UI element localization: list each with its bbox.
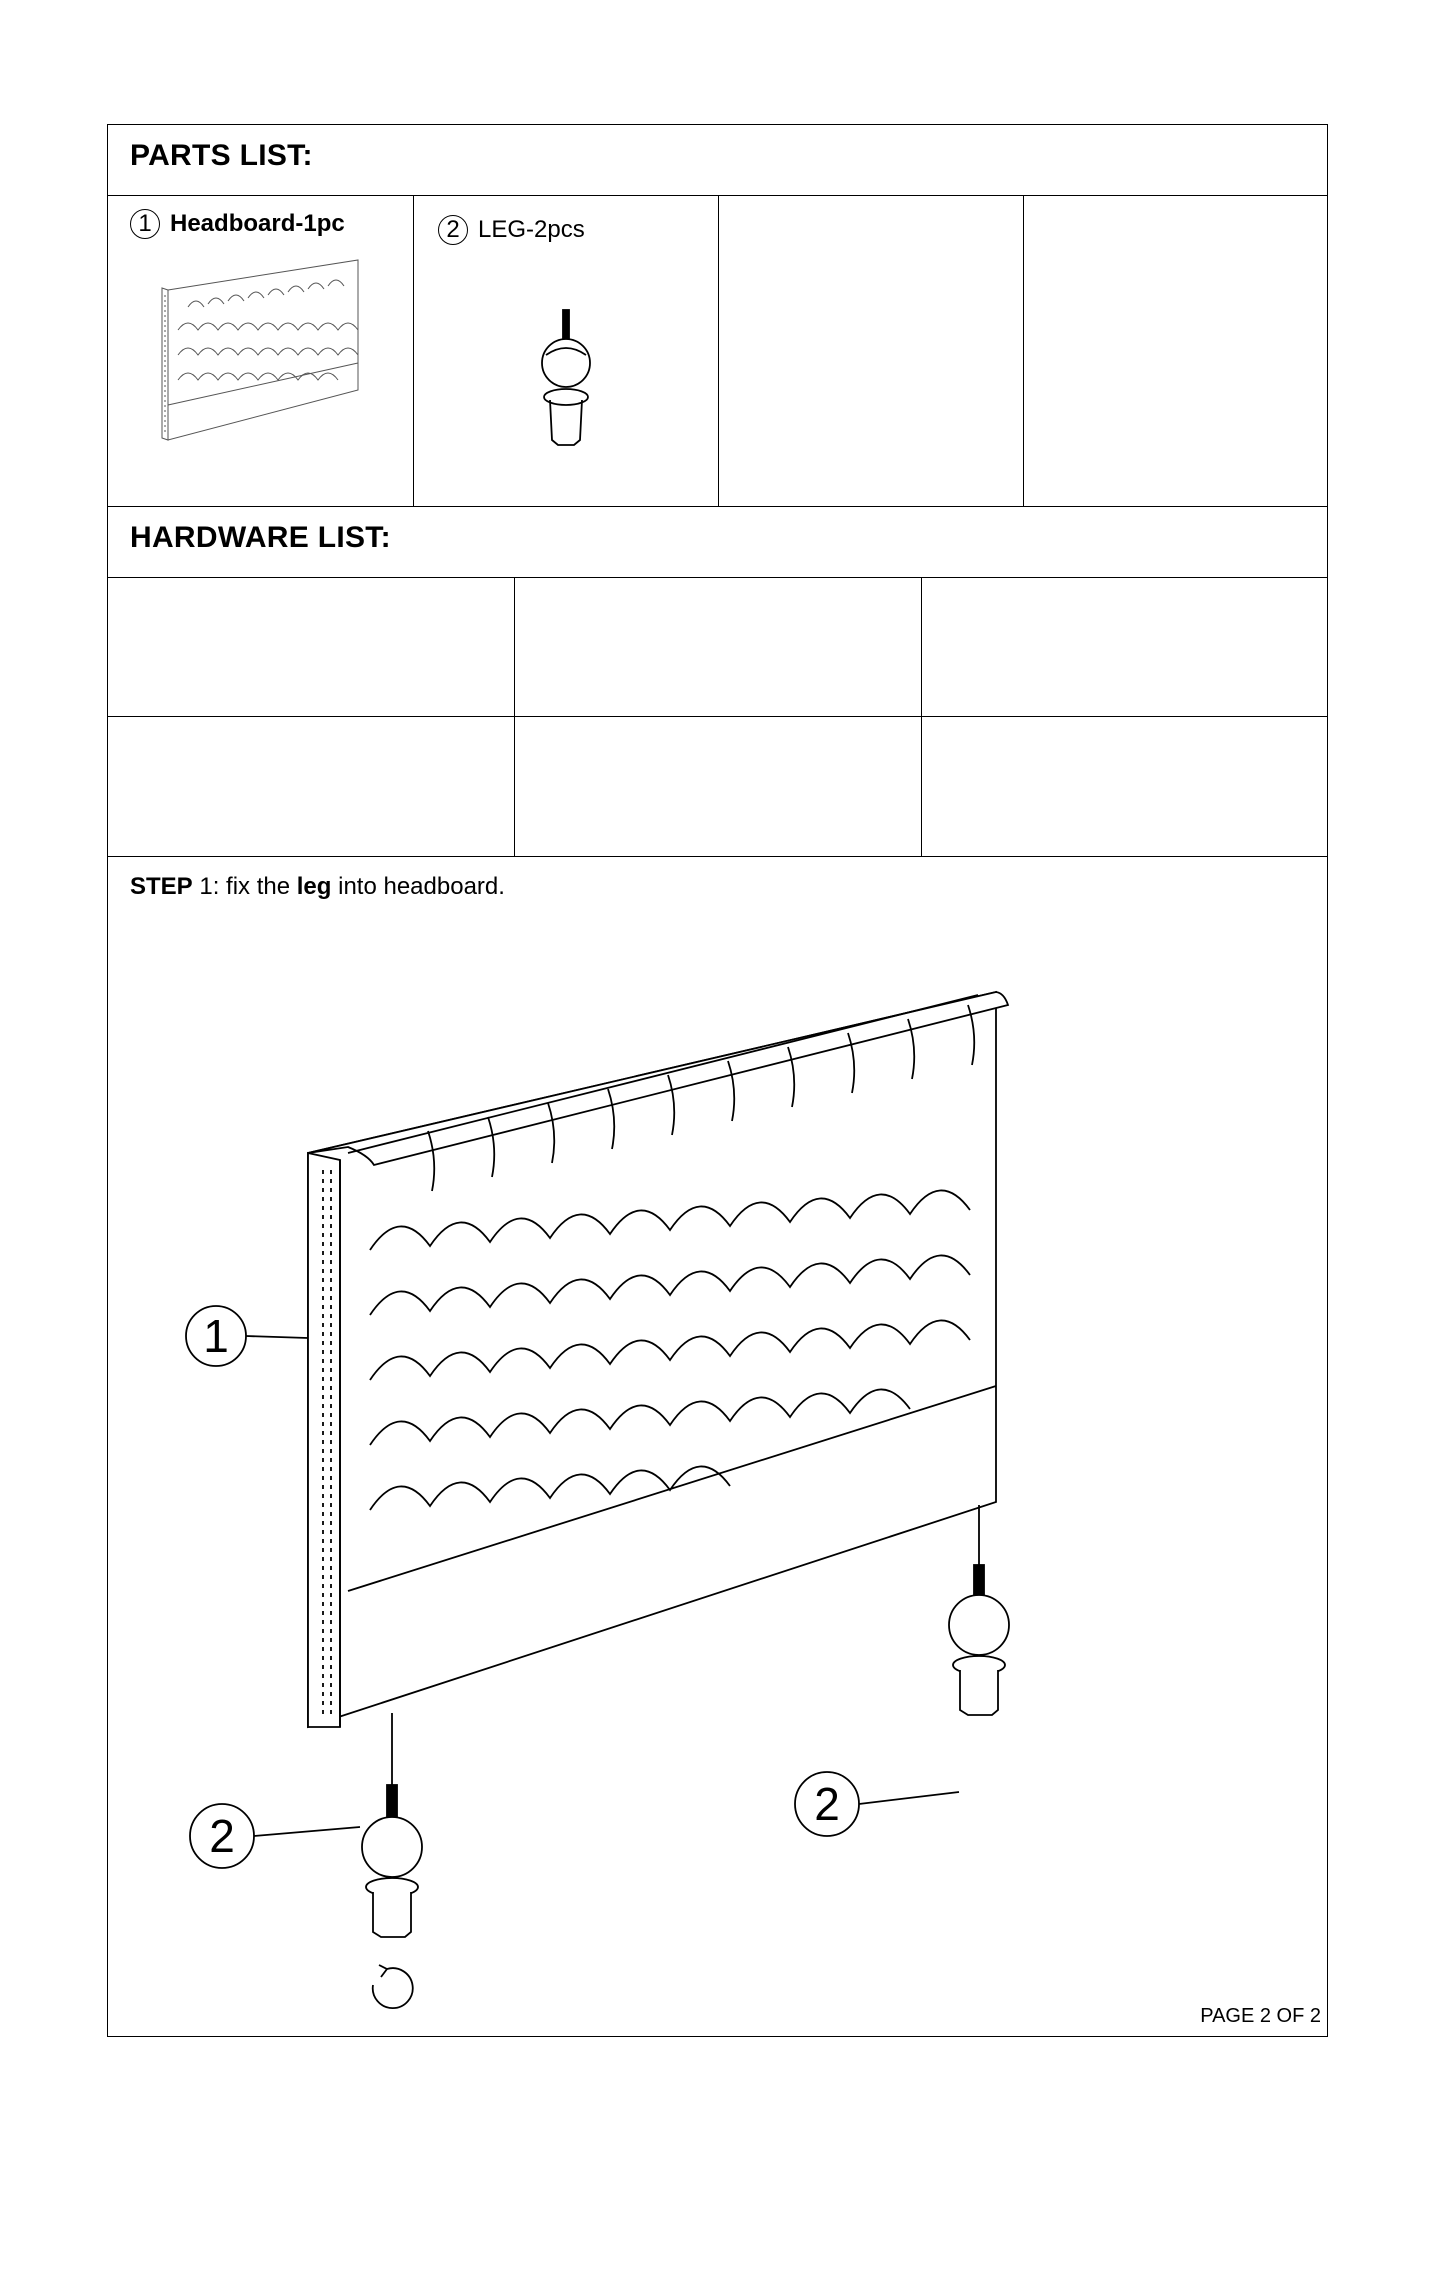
callout-2-right-number: 2	[814, 1778, 840, 1830]
step-text-pre: : fix the	[212, 873, 297, 900]
hardware-list-heading: HARDWARE LIST:	[130, 521, 391, 554]
callout-1-number: 1	[203, 1310, 229, 1362]
step-label: STEP	[130, 873, 193, 900]
part-1-number: 1	[130, 209, 160, 239]
parts-list-heading: PARTS LIST:	[130, 139, 313, 172]
leg-right	[949, 1565, 1009, 1715]
leg-left	[362, 1785, 422, 2008]
part-2-number: 2	[438, 215, 468, 245]
step-number: 1	[199, 873, 213, 900]
callout-2-left-number: 2	[209, 1810, 235, 1862]
step-text-bold: leg	[296, 873, 332, 900]
part-1-name: Headboard-1pc	[170, 210, 345, 237]
page-number: PAGE 2 OF 2	[1200, 2005, 1321, 2027]
part-2-name: LEG-2pcs	[478, 216, 585, 243]
step-text-post: into headboard.	[331, 873, 505, 900]
assembly-diagram	[108, 125, 1329, 2038]
instruction-sheet	[107, 124, 1328, 2037]
